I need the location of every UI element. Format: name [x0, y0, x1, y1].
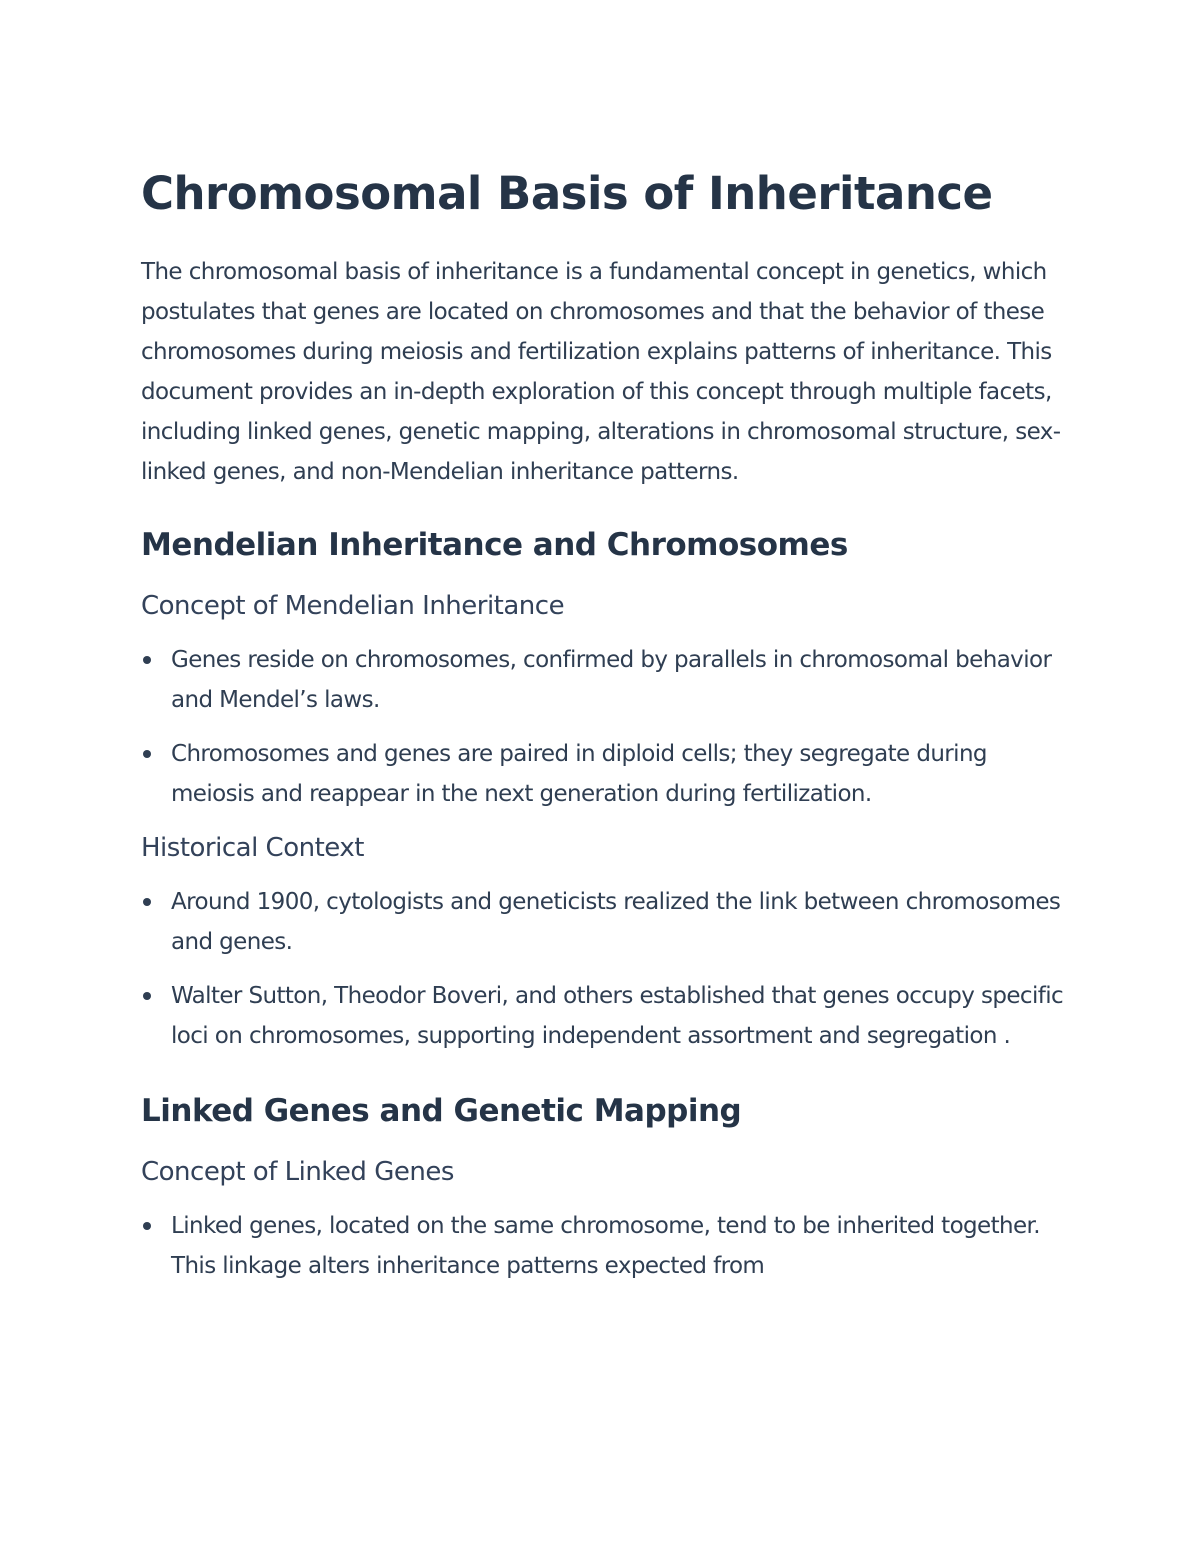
bullet-list: [141, 882, 1076, 1056]
list-item: [141, 976, 1076, 1056]
list-item-text: Linked genes, located on the same chromosome, tend to be inherited together. This linkage alters inheritance patterns expected from: [171, 1213, 1040, 1279]
intro-paragraph: The chromosomal basis of inheritance is a fundamental concept in genetics, which postulates that genes are located on chromosomes and that the behavior of these chromosomes during meiosis and fertilization explains patterns of inheritance. This document provides an in-depth exploration of this concept through multiple facets, including linked genes, genetic mapping, alterations in chromosomal structure, sex-linked genes, and non-Mendelian inheritance patterns.: [141, 259, 1061, 485]
list-item-text: Around 1900, cytologists and geneticists realized the link between chromosomes and genes.: [171, 889, 1061, 955]
list-item: [141, 734, 1076, 814]
list-item-text: Walter Sutton, Theodor Boveri, and others established that genes occupy specific loci on chromosomes, supporting independent assortment and segregation .: [171, 983, 1064, 1049]
bullet-icon: [143, 992, 151, 1000]
subsection-heading: Concept of Mendelian Inheritance: [141, 591, 565, 621]
section-heading: Mendelian Inheritance and Chromosomes: [141, 527, 848, 563]
bullet-icon: [143, 750, 151, 758]
section-heading: Linked Genes and Genetic Mapping: [141, 1093, 742, 1129]
subsection-heading: Historical Context: [141, 833, 364, 863]
subsection-heading: Concept of Linked Genes: [141, 1157, 454, 1187]
bullet-icon: [143, 656, 151, 664]
list-item: [141, 882, 1076, 962]
list-item: [141, 1206, 1076, 1286]
document-page: [141, 162, 1076, 1300]
document-title: Chromosomal Basis of Inheritance: [141, 167, 993, 220]
list-item-text: Genes reside on chromosomes, confirmed by parallels in chromosomal behavior and Mendel’s laws.: [171, 647, 1052, 713]
bullet-list: [141, 1206, 1076, 1286]
list-item: [141, 640, 1076, 720]
bullet-icon: [143, 898, 151, 906]
list-item-text: Chromosomes and genes are paired in diploid cells; they segregate during meiosis and reappear in the next generation during fertilization.: [171, 741, 987, 807]
bullet-list: [141, 640, 1076, 814]
bullet-icon: [143, 1222, 151, 1230]
